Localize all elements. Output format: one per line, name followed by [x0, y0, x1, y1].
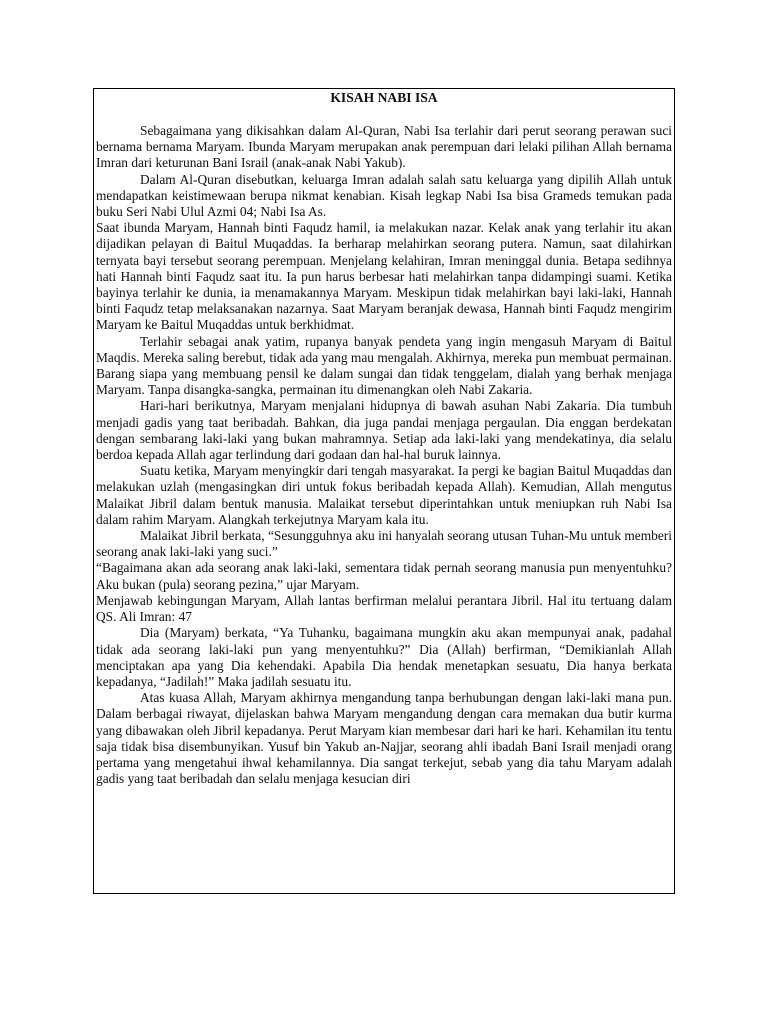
paragraph-2: Dalam Al-Quran disebutkan, keluarga Imran adalah salah satu keluarga yang dipilih Allah untuk mendapatkan keistimewaan berupa nikmat kenabian. Kisah legkap Nabi Isa bisa Grameds temukan pada buku Seri Nabi Ulul Azmi 04; Nabi Isa As.	[96, 171, 672, 220]
paragraph-11: Atas kuasa Allah, Maryam akhirnya mengandung tanpa berhubungan dengan laki-laki mana pun. Dalam berbagai riwayat, dijelaskan bahwa Maryam mengandung dengan cara memakan dua butir kurma yang dibawakan oleh Jibril kepadanya. Perut Maryam kian membesar dari hari ke hari. Kehamilan itu tentu saja tidak bisa disembunyikan. Yusuf bin Yakub an-Najjar, seorang ahli ibadah Bani Israil menjadi orang pertama yang mengetahui ihwal kehamilannya. Dia sangat terkejut, sebab yang dia tahu Maryam adalah gadis yang taat beribadah dan selalu menjaga kesucian diri	[96, 690, 672, 787]
paragraph-9: Menjawab kebingungan Maryam, Allah lantas berfirman melalui perantara Jibril. Hal itu tertuang dalam QS. Ali Imran: 47	[96, 592, 672, 625]
paragraph-3: Saat ibunda Maryam, Hannah binti Faqudz hamil, ia melakukan nazar. Kelak anak yang terlahir itu akan dijadikan pelayan di Baitul Muqaddas. Ia berharap melahirkan seorang putera. Namun, saat dilahirkan ternyata bayi tersebut seorang perempuan. Menjelang kelahiran, Imran meninggal dunia. Betapa sedihnya hati Hannah binti Faqudz saat itu. Ia pun harus berbesar hati melahirkan tanpa didampingi suami. Ketika bayinya terlahir ke dunia, ia menamakannya Maryam. Meskipun tidak melahirkan bayi laki-laki, Hannah binti Faqudz tetap melaksanakan nazarnya. Saat Maryam beranjak dewasa, Hannah binti Faqudz mengirim Maryam ke Baitul Muqaddas untuk berkhidmat.	[96, 220, 672, 333]
paragraph-8: “Bagaimana akan ada seorang anak laki-laki, sementara tidak pernah seorang manusia pun menyentuhku? Aku bukan (pula) seorang pezina,” ujar Maryam.	[96, 560, 672, 592]
paragraph-4: Terlahir sebagai anak yatim, rupanya banyak pendeta yang ingin mengasuh Maryam di Baitul Maqdis. Mereka saling berebut, tidak ada yang mau mengalah. Akhirnya, mereka pun membuat permainan. Barang siapa yang membuang pensil ke dalam sungai dan tidak tenggelam, dialah yang berhak menjaga Maryam. Tanpa disangka-sangka, permainan itu dimenangkan oleh Nabi Zakaria.	[96, 333, 672, 398]
paragraph-1: Sebagaimana yang dikisahkan dalam Al-Quran, Nabi Isa terlahir dari perut seorang perawan suci bernama bernama Maryam. Ibunda Maryam merupakan anak perempuan dari lelaki pilihan Allah bernama Imran dari keturunan Bani Israil (anak-anak Nabi Yakub).	[96, 123, 672, 171]
paragraph-7: Malaikat Jibril berkata, “Sesungguhnya aku ini hanyalah seorang utusan Tuhan-Mu untuk memberi seorang anak laki-laki yang suci.”	[96, 528, 672, 560]
document-page	[93, 88, 675, 894]
title-spacer	[96, 107, 672, 123]
paragraph-5: Hari-hari berikutnya, Maryam menjalani hidupnya di bawah asuhan Nabi Zakaria. Dia tumbuh menjadi gadis yang taat beribadah. Bahkan, dia juga pandai menjaga pergaulan. Dia enggan berdekatan dengan sembarang laki-laki yang bukan mahramnya. Setiap ada laki-laki yang mendekatinya, dia selalu berdoa kepada Allah agar terlindung dari godaan dan hal-hal buruk lainnya.	[96, 398, 672, 463]
paragraph-6: Suatu ketika, Maryam menyingkir dari tengah masyarakat. Ia pergi ke bagian Baitul Muqaddas dan melakukan uzlah (mengasingkan diri untuk fokus beribadah kepada Allah). Kemudian, Allah mengutus Malaikat Jibril dalam bentuk manusia. Malaikat tersebut diperintahkan untuk meniupkan ruh Nabi Isa dalam rahim Maryam. Alangkah terkejutnya Maryam kala itu.	[96, 463, 672, 527]
paragraph-10: Dia (Maryam) berkata, “Ya Tuhanku, bagaimana mungkin aku akan mempunyai anak, padahal tidak ada seorang laki-laki pun yang menyentuhku?” Dia (Allah) berfirman, “Demikianlah Allah menciptakan apa yang Dia kehendaki. Apabila Dia hendak menetapkan sesuatu, Dia hanya berkata kepadanya, “Jadilah!” Maka jadilah sesuatu itu.	[96, 625, 672, 689]
document-title: KISAH NABI ISA	[330, 90, 438, 105]
